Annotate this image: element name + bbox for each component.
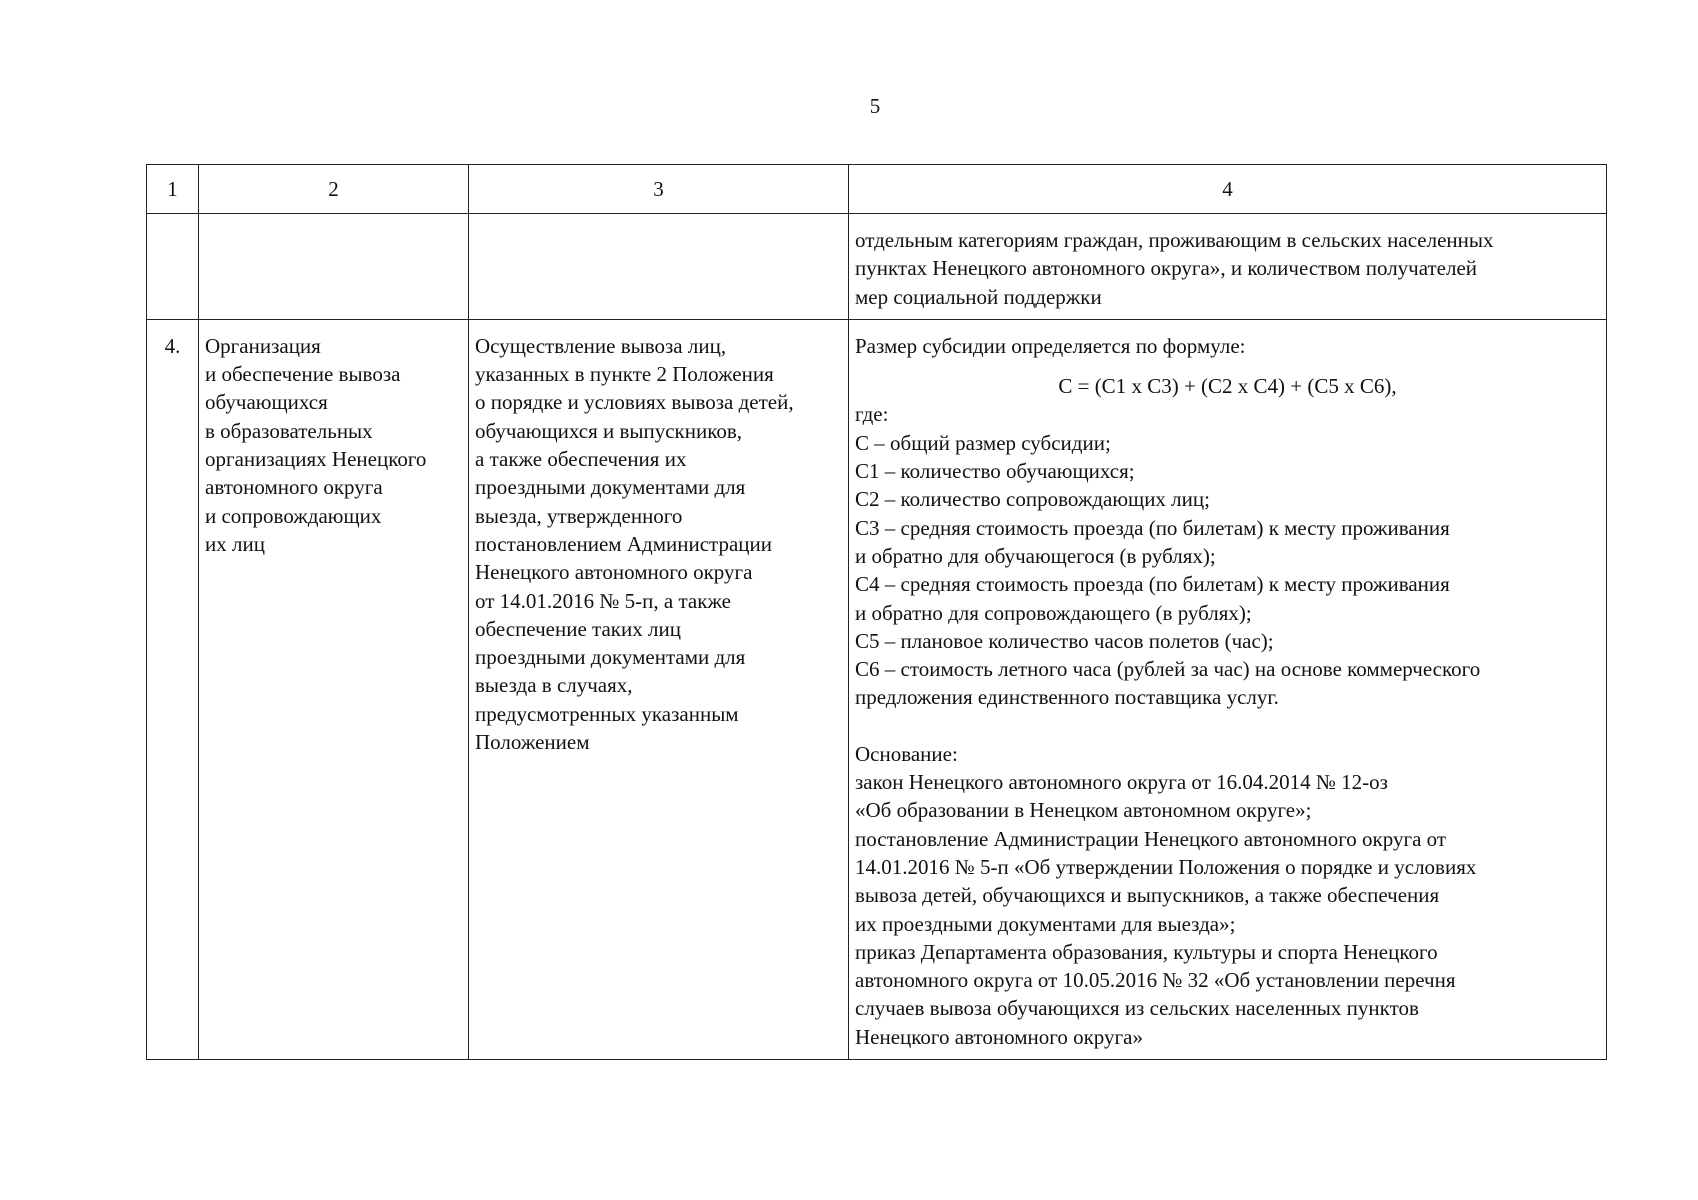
formula-intro: Размер субсидии определяется по формуле: [855, 333, 1246, 358]
basis-line: закон Ненецкого автономного округа от 16.04.2014 № 12-оз [855, 770, 1388, 795]
basis-line: Основание: [855, 741, 958, 766]
text-line: и сопровождающих [205, 503, 382, 528]
table-row-4 [147, 319, 1607, 1059]
text-line: о порядке и условиях вывоза детей, [475, 390, 794, 415]
basis-line: приказ Департамента образования, культуры и спорта Ненецкого [855, 939, 1438, 964]
definition-line: предложения единственного поставщика услуг. [855, 685, 1279, 710]
text-line: указанных в пункте 2 Положения [475, 362, 774, 387]
page-number: 5 [869, 94, 881, 118]
basis-line: вывоза детей, обучающихся и выпускников, а также обеспечения [855, 883, 1440, 908]
text-line: выезда в случаях, [475, 673, 633, 698]
text-line: проездными документами для [475, 645, 746, 670]
text-line: проездными документами для [475, 475, 746, 500]
definition-line: и обратно для обучающегося (в рублях); [855, 543, 1216, 568]
paragraph-gap [855, 712, 1600, 740]
cont-cell-2 [199, 214, 469, 320]
definition-line: С5 – плановое количество часов полетов (час); [855, 628, 1274, 653]
cont-cell-4 [849, 214, 1607, 320]
definition-line: С – общий размер субсидии; [855, 430, 1111, 455]
text-line: и обеспечение вывоза [205, 362, 401, 387]
text-line: в образовательных [205, 418, 373, 443]
subsidy-formula: С = (С1 х С3) + (С2 х С4) + (С5 х С6), [1058, 374, 1397, 399]
text-line: Положением [475, 730, 590, 755]
text-line: организациях Ненецкого [205, 447, 427, 472]
header-cell-4: 4 [849, 165, 1607, 214]
basis-line: автономного округа от 10.05.2016 № 32 «Об установлении перечня [855, 968, 1456, 993]
header-cell-1: 1 [147, 165, 199, 214]
basis-line: постановление Администрации Ненецкого автономного округа от [855, 826, 1447, 851]
text-line: Организация [205, 333, 321, 358]
text-line: Ненецкого автономного округа [475, 560, 753, 585]
basis-line: их проездными документами для выезда»; [855, 911, 1236, 936]
text-line: обучающихся [205, 390, 328, 415]
definition-line: где: [855, 402, 889, 427]
cont-cell-3 [469, 214, 849, 320]
text-line: их лиц [205, 531, 265, 556]
row-number: 4. [147, 319, 199, 1059]
text-line: Осуществление вывоза лиц, [475, 333, 727, 358]
row4-activity-cell [199, 319, 469, 1059]
document-table [146, 164, 1607, 1060]
definition-line: С3 – средняя стоимость проезда (по билетам) к месту проживания [855, 515, 1450, 540]
definition-line: и обратно для сопровождающего (в рублях); [855, 600, 1252, 625]
header-cell-2: 2 [199, 165, 469, 214]
table-header-row [147, 165, 1607, 214]
basis-line: Ненецкого автономного округа» [855, 1024, 1143, 1049]
text-line: мер социальной поддержки [855, 284, 1102, 309]
text-line: выезда, утвержденного [475, 503, 683, 528]
text-line: автономного округа [205, 475, 383, 500]
row4-description-cell [469, 319, 849, 1059]
definition-line: С2 – количество сопровождающих лиц; [855, 487, 1210, 512]
basis-line: 14.01.2016 № 5-п «Об утверждении Положения о порядке и условиях [855, 854, 1477, 879]
text-line: предусмотренных указанным [475, 701, 739, 726]
text-line: отдельным категориям граждан, проживающим в сельских населенных [855, 228, 1494, 252]
definition-line: С6 – стоимость летного часа (рублей за час) на основе коммерческого [855, 657, 1481, 682]
header-cell-3: 3 [469, 165, 849, 214]
text-line: от 14.01.2016 № 5-п, а также [475, 588, 731, 613]
table-row-continuation [147, 214, 1607, 320]
basis-line: «Об образовании в Ненецком автономном округе»; [855, 798, 1312, 823]
text-line: а также обеспечения их [475, 447, 687, 472]
text-line: обучающихся и выпускников, [475, 418, 743, 443]
row4-calculation-cell [849, 319, 1607, 1059]
basis-line: случаев вывоза обучающихся из сельских населенных пунктов [855, 996, 1419, 1021]
text-line: обеспечение таких лиц [475, 616, 681, 641]
text-line: постановлением Администрации [475, 531, 772, 556]
definition-line: С1 – количество обучающихся; [855, 459, 1135, 484]
definition-line: С4 – средняя стоимость проезда (по билетам) к месту проживания [855, 572, 1450, 597]
cont-cell-1 [147, 214, 199, 320]
text-line: пунктах Ненецкого автономного округа», и количеством получателей [855, 256, 1478, 281]
